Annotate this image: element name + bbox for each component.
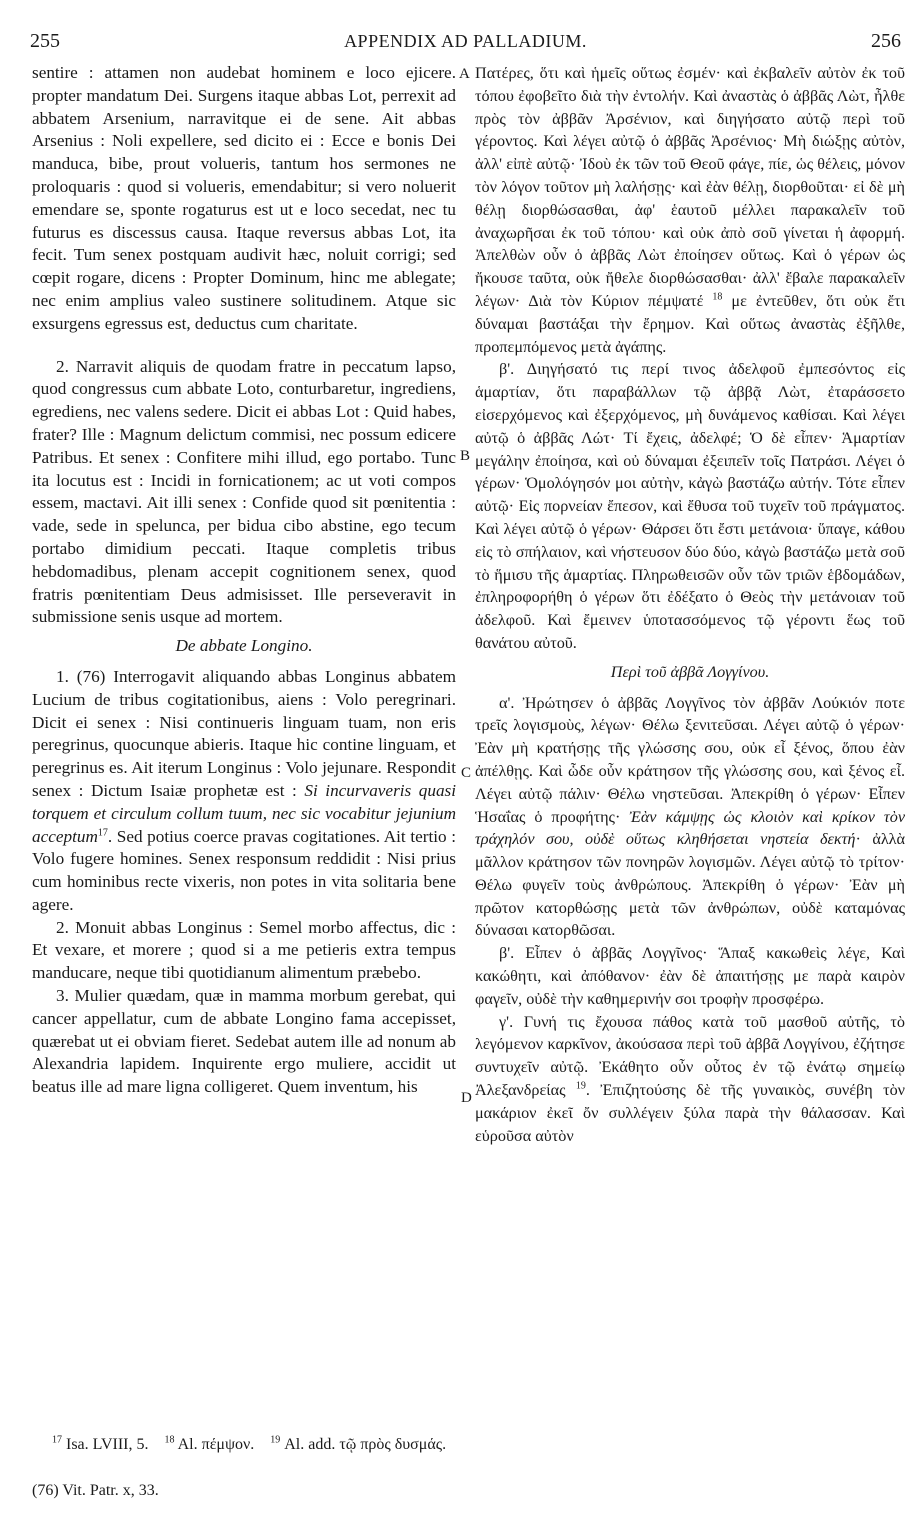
latin-paragraph-1: sentire : attamen non audebat hominem e loco ejicere. propter mandatum Dei. Surgens itaque abbas Lot, perrexit ad abbatem Arsenium, narravitque ei de sene. Ait abbas Arsenius : Noli expellere, sed dicito ei : Ecce e bonis Dei manduca, bibe, prout volueris, tantum hos sermones ne proloquaris : quod si volueris, emendabitur; si vero noluerit emendare se, sponte rogaturus est ut e loco secedat, nec tu futurus es discessus causa. Itaque reversus abbas Lot, ita fecit. Tum senex postquam audivit hæc, noluit corrigi; sed cœpit rogare, dicens : Propter Dominum, hinc me ablegate; nec enim amplius valeo sustinere solitudinem. Atque sic exsurgens egressus est, deductus cum charitate. bbox=[32, 63, 456, 333]
latin-section-heading: De abbate Longino. bbox=[175, 636, 313, 656]
footnote-18-text: Al. πέμψον. bbox=[174, 1436, 255, 1453]
left-page-number: 255 bbox=[30, 30, 60, 52]
latin-p3-text-b: . Sed potius coerce pravas cogitationes. Ait tertio : Volo fugere homines. Senex responsum reddidit : Nisi prius cum hominibus recte vixeris, non potes in vita solitaria bene agere. bbox=[32, 826, 456, 914]
page-header bbox=[30, 30, 901, 56]
greek-p3-text-a: α'. Ἠρώτησεν ὁ ἀββᾶς Λογγῖνος τὸν ἀββᾶν Λούκιόν ποτε τρεῖς λογισμοὺς, λέγων· Θέλω ξενιτεῦσαι. Λέγει αὐτῷ ὁ γέρων· Ἐὰν μὴ κρατήσῃς τῆς γλώσσης σου, οὐκ εἶ ξένος, ὅπου ἐὰν ἀπέλθῃς. Καὶ ὧδε οὖν κράτησον τῆς γλώσσης σου, καὶ ξένος εἶ. Λέγει αὐτῷ πάλιν· Θέλω νηστεῦσαι. Ἀπεκρίθη ὁ γέρων· Εἶπεν Ἡσαΐας ὁ προφήτης· bbox=[475, 693, 905, 826]
greek-p5-text-b: . Ἐπιζητούσης δὲ τῆς γυναικὸς, συνέβη τὸν μακάριον ἐκεῖ ὄν συλλέγειν ξύλα παρὰ τὴν θάλασσαν. Καὶ εὑροῦσα αὐτὸν bbox=[475, 1081, 905, 1145]
footnote-17-text: Isa. LVIII, 5. bbox=[62, 1436, 149, 1453]
greek-p1-text-b: με ἐντεῦθεν, ὅτι οὐκ ἔτι δύναμαι βαστάξαι τὴν ἔρημον. Καὶ οὕτως ἀναστὰς ἐξῆλθε, προπεμπόμενος μετὰ ἀγάπης. bbox=[475, 291, 905, 356]
footnote-ref-18: 18 bbox=[712, 291, 723, 303]
footnotes bbox=[52, 1436, 446, 1454]
greek-paragraph-3 bbox=[475, 692, 905, 943]
footnote-ref-17: 17 bbox=[97, 826, 108, 838]
greek-isaiah-quote: Ἐὰν κάμψῃς ὡς κλοιὸν καὶ κρίκον τὸν τράχηλόν σου, οὐδὲ οὕτως κληθήσεται νηστεία δεκτή bbox=[475, 807, 906, 849]
margin-letter-a: A bbox=[459, 66, 470, 82]
greek-p3-text-b: · ἀλλὰ μᾶλλον κράτησον τῶν πονηρῶν λογισμῶν. Λέγει αὐτῷ τὸ τρίτον· Θέλω φυγεῖν τοὺς ἀνθρώπους. Ἀπεκρίθη ὁ γέρων· Ἐὰν μὴ πρῶτον κατορθώσῃς μετὰ τῶν ἀνθρώπων, οὐδὲ καταμόνας δύνασαι κατορθῶσαι. bbox=[475, 830, 905, 940]
latin-paragraph-5: 3. Mulier quædam, quæ in mamma morbum gerebat, qui cancer appellatur, cum de abbate Longino fama accepisset, quærebat ut ei obviam fieret. Sedebat autem ille ad nonum ab Alexandria lapidem. Inquirente ergo muliere, accidit ut beatus ille ad mare ligna colligeret. Quem inventum, his bbox=[32, 986, 456, 1097]
greek-column bbox=[475, 62, 905, 1147]
latin-p3-text-a: 1. (76) Interrogavit aliquando abbas Longinus abbatem Lucium de tribus cogitationibus, aiens : Volo peregrinari. Dicit ei senex : Nisi continueris linguam tuam, non eris peregrinus, quocunque abieris. Itaque hic contine linguam, et peregrinus es. Ait iterum Longinus : Volo jejunare. Respondit senex : Dictum Isaiæ prophetæ est : bbox=[32, 666, 456, 800]
footnote-19-text: Al. add. τῷ πρὸς δυσμάς. bbox=[280, 1436, 447, 1453]
source-reference: (76) Vit. Patr. x, 33. bbox=[32, 1482, 159, 1499]
margin-letter-c: C bbox=[461, 765, 472, 781]
greek-section-heading: Περὶ τοῦ ἀββᾶ Λογγίνου. bbox=[610, 662, 770, 681]
right-page-number: 256 bbox=[871, 30, 901, 52]
greek-p5-text-a: γ'. Γυνή τις ἔχουσα πάθος κατὰ τοῦ μασθοῦ αὐτῆς, τὸ λεγόμενον καρκῖνον, ἀκούσασα περὶ τοῦ ἀββᾶ Λογγίνου, ἐζήτησε συντυχεῖν αὐτῷ. Ἐκάθητο οὖν οὗτος ἐν τῷ ἐνάτῳ σημείῳ Ἀλεξανδρείας bbox=[475, 1012, 905, 1100]
margin-letter-b: B bbox=[460, 448, 471, 464]
footnote-19-mark: 19 bbox=[270, 1434, 281, 1446]
footnote-18-mark: 18 bbox=[164, 1434, 175, 1446]
isaiah-quote: Si incurvaveris quasi torquem et circulum collum tuum, nec sic vocabitur jejunium acceptum bbox=[32, 780, 457, 846]
greek-paragraph-2: β'. Διηγήσατό τις περί τινος ἀδελφοῦ ἐμπεσόντος εἰς ἁμαρτίαν, ὅτι παραβάλλων τῷ ἀββᾷ Λὼτ, ἐταράσσετο εἰσερχόμενος καὶ ἐξερχόμενος, μὴ δυνάμενος καθίσαι. Καὶ λέγει αὐτῷ ὁ ἀββᾶς Λώτ· Τί ἔχεις, ἀδελφέ; Ὁ δὲ εἶπεν· Ἁμαρτίαν μεγάλην ἐποίησα, καὶ οὐ δύναμαι ἐξειπεῖν τοῖς Πατράσι. Λέγει ὁ γέρων· Ὁμολόγησόν μοι αὐτὴν, κἀγὼ βαστάζω αὐτήν. Τότε εἶπεν αὐτῷ· Εἰς πορνείαν ἔπεσον, καὶ ἔθυσα τοῦ τυχεῖν τοῦ πράγματος. Καὶ λέγει αὐτῷ ὁ γέρων· Θάρσει ὅτι ἔστι μετάνοια· ὕπαγε, κάθου εἰς τὸ σπήλαιον, καὶ νήστευσον δύο δύο, κἀγὼ βαστάζω μετὰ σοῦ τὸ ἥμισυ τῆς ἁμαρτίας. Πληρωθεισῶν οὖν τῶν τριῶν ἑβδομάδων, ἐπληροφορήθη ὁ γέρων ὅτι ἐδέξατο ὁ Θεὸς τὴν μετάνοιαν τοῦ ἀδελφοῦ. Καὶ ἔμεινεν ὑποτασσόμενος τῷ γέροντι ἕως τοῦ θανάτου αὐτοῦ. bbox=[475, 360, 905, 652]
latin-paragraph-2: 2. Narravit aliquis de quodam fratre in peccatum lapso, quod congressus cum abbate Loto, conturbaretur, ingrediens, egrediens, nec valens sedere. Dicit ei abbas Lot : Quid habes, frater? Ille : Magnum delictum commisi, nec possum edicere Patribus. Et senex : Confitere mihi illud, ego portabo. Tunc ita locutus est : Incidi in fornicationem; ac ut voti compos essem, mactavi. Ait illi senex : Confide quod sit pœnitentia : vade, sede in spelunca, per bidua cibo abstine, ego tecum portabo dimidium peccati. Itaque completis tribus hebdomadibus, plenam accepit cognitionem senex, quod fratris pœnitentiam Deus admisisset. Ille perseveravit in submissione senis usque ad mortem. bbox=[32, 356, 456, 627]
latin-paragraph-4: 2. Monuit abbas Longinus : Semel morbo affectus, dic : Et vexare, et morere ; quod si a me petieris extra tempus manducare, neque tibi quotidianum alimentum præbebo. bbox=[32, 917, 456, 983]
footnote-17-mark: 17 bbox=[52, 1434, 62, 1446]
margin-letter-d: D bbox=[461, 1090, 472, 1106]
greek-paragraph-4: β'. Εἶπεν ὁ ἀββᾶς Λογγῖνος· Ἅπαξ κακωθεὶς λέγε, Καὶ κακώθητι, καὶ ἀπόθανον· ἐὰν δὲ ἀπαιτήσῃς με παρὰ καιρὸν φαγεῖν, οὐδὲ τὴν καθημερινήν σοι τροφὴν προσφέρω. bbox=[475, 944, 905, 1008]
footnote-ref-19: 19 bbox=[575, 1080, 586, 1092]
latin-paragraph-3 bbox=[32, 666, 456, 917]
greek-p1-text-a: Πατέρες, ὅτι καὶ ἡμεῖς οὕτως ἐσμέν· καὶ ἐκβαλεῖν αὐτὸν ἐκ τοῦ τόπου ἐφοβεῖτο διὰ τὴν ἐντολήν. Καὶ ἀναστὰς ὁ ἀββᾶς Λὼτ, ἦλθε πρὸς τὸν ἀββᾶν Ἀρσένιον, καὶ διηγήσατο αὐτῷ περὶ τοῦ γέροντος. Καὶ λέγει αὐτῷ ὁ ἀββᾶς Ἀρσένιος· Μὴ διώξῃς αὐτὸν, ἀλλ' εἰπὲ αὐτῷ· Ἰδοὺ ἐκ τῶν τοῦ Θεοῦ φάγε, πίε, ὡς θέλεις, μόνον τὸν λόγον τοῦτον μὴ λαλήσῃς· καὶ ἐὰν θέλῃ, διορθοῦται· εἰ δὲ μὴ θέλῃ διορθώσασθαι, ἀφ' ἑαυτοῦ μέλλει παρακαλεῖν τοῦ ἀναχωρῆσαι ἐκ τοῦ τόπου· καὶ οὐκ ἀπὸ σοῦ γίνεται ἡ ἀφορμή. Ἀπελθὼν οὖν ὁ ἀββᾶς Λὼτ ἐποίησεν οὕτως. Καὶ ὁ γέρων ὡς ἤκουσε ταῦτα, οὐκ ἤθελε διορθώσασθαι· ἀλλ' ἔβαλε παρακαλεῖν λέγων· Διὰ τὸν Κύριον πέμψατέ bbox=[475, 64, 905, 310]
greek-paragraph-5 bbox=[475, 1011, 905, 1148]
running-title: APPENDIX AD PALLADIUM. bbox=[344, 31, 587, 51]
latin-column bbox=[32, 62, 456, 1099]
greek-paragraph-1 bbox=[475, 62, 905, 358]
